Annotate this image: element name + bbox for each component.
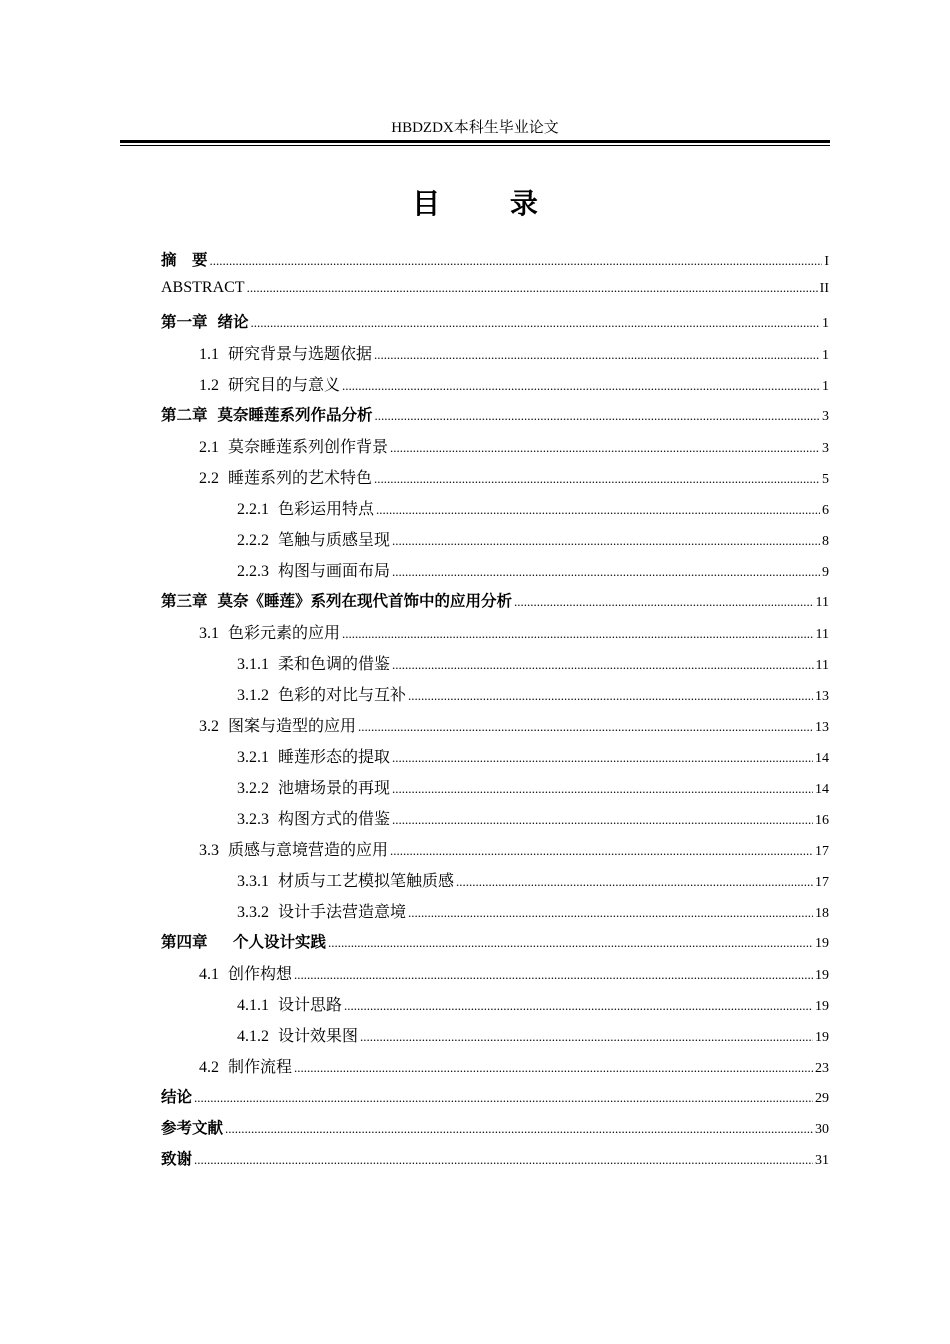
toc-leader-dots	[376, 502, 820, 518]
toc-entry-label: 图案与造型的应用	[228, 716, 357, 735]
toc-entry-page: 19	[815, 968, 829, 983]
toc-entry[interactable]	[161, 403, 829, 434]
toc-leader-dots	[342, 378, 820, 394]
toc-entry-label: 莫奈《睡莲》系列在现代首饰中的应用分析	[217, 592, 513, 610]
page-title: 目 录	[412, 187, 568, 220]
toc-entry[interactable]	[161, 713, 829, 744]
toc-entry-page: II	[819, 281, 829, 296]
toc-entry-label: 笔触与质感呈现	[278, 530, 391, 549]
toc-entry-label: 材质与工艺模拟笔触质感	[278, 871, 455, 890]
toc-entry-number: 3.2.3	[237, 811, 269, 828]
toc-entry-number: 第二章	[161, 406, 208, 424]
toc-leader-dots	[375, 408, 820, 424]
toc-entry-page: 14	[815, 751, 829, 766]
toc-entry[interactable]	[161, 465, 829, 496]
toc-entry-page: 29	[815, 1091, 829, 1106]
toc-entry-number: 2.1	[199, 439, 219, 456]
toc-entry-label: 致谢	[161, 1150, 193, 1168]
toc-entry-page: 23	[815, 1061, 829, 1076]
toc-leader-dots	[514, 594, 813, 610]
toc-leader-dots	[392, 750, 813, 766]
toc-entry-page: 17	[815, 875, 829, 890]
toc-entry-page: 14	[815, 782, 829, 797]
toc-entry-page: 31	[815, 1153, 829, 1168]
toc-entry-number: 2.2.1	[237, 501, 269, 518]
toc-entry[interactable]	[161, 775, 829, 806]
toc-entry-page: 1	[822, 379, 829, 394]
toc-entry[interactable]	[161, 341, 829, 372]
toc-entry-page: 11	[815, 658, 829, 673]
toc-entry-label: 设计效果图	[278, 1026, 359, 1045]
toc-leader-dots	[374, 347, 820, 363]
toc-entry-label: 创作构想	[228, 964, 293, 983]
toc-entry-page: 13	[815, 720, 829, 735]
toc-entry-label: 色彩元素的应用	[228, 623, 341, 642]
toc-entry-page: 11	[815, 595, 829, 610]
toc-entry-label: 睡莲系列的艺术特色	[228, 468, 373, 487]
toc-entry[interactable]	[161, 310, 829, 341]
toc-entry-label: 构图与画面布局	[278, 561, 391, 580]
toc-entry-number: 3.1.1	[237, 656, 269, 673]
toc-entry[interactable]	[161, 961, 829, 992]
toc-entry[interactable]	[161, 279, 829, 310]
header-rule-thin	[120, 145, 830, 146]
toc-entry-label: 摘 要	[161, 251, 208, 269]
toc-leader-dots	[251, 315, 820, 331]
toc-entry-label: 构图方式的借鉴	[278, 809, 391, 828]
toc-entry[interactable]	[161, 1023, 829, 1054]
toc-entry-page: 13	[815, 689, 829, 704]
toc-leader-dots	[344, 998, 813, 1014]
toc-entry-page: 30	[815, 1122, 829, 1137]
toc-leader-dots	[225, 1121, 813, 1137]
toc-entry-number: 3.2	[199, 718, 219, 735]
toc-entry-page: 19	[815, 936, 829, 951]
running-header: HBDZDX本科生毕业论文	[391, 120, 559, 136]
toc-entry-page: 16	[815, 813, 829, 828]
toc-entry-page: 5	[822, 472, 829, 487]
toc-entry[interactable]	[161, 1147, 829, 1178]
toc-leader-dots	[392, 533, 820, 549]
header-rule-thick	[120, 140, 830, 143]
toc-entry[interactable]	[161, 1085, 829, 1116]
toc-entry-page: 1	[822, 316, 829, 331]
toc-entry-page: 9	[822, 565, 829, 580]
toc-entry-label: 莫奈睡莲系列作品分析	[217, 406, 373, 424]
toc-entry-number: 第四章	[161, 933, 208, 951]
toc-entry[interactable]	[161, 248, 829, 279]
toc-entry[interactable]	[161, 496, 829, 527]
toc-entry[interactable]	[161, 558, 829, 589]
toc-entry[interactable]	[161, 806, 829, 837]
toc-entry-number: 2.2	[199, 470, 219, 487]
toc-leader-dots	[392, 781, 813, 797]
toc-entry-number: 3.2.1	[237, 749, 269, 766]
toc-entry[interactable]	[161, 434, 829, 465]
toc-entry-page: 1	[822, 348, 829, 363]
toc-entry[interactable]	[161, 744, 829, 775]
toc-entry-page: 17	[815, 844, 829, 859]
toc-entry-number: 4.1	[199, 966, 219, 983]
toc-entry-page: 3	[822, 409, 829, 424]
toc-entry[interactable]	[161, 899, 829, 930]
toc-leader-dots	[194, 1090, 813, 1106]
toc-leader-dots	[360, 1029, 813, 1045]
toc-leader-dots	[210, 253, 823, 269]
toc-entry-number: 1.2	[199, 377, 219, 394]
toc-entry[interactable]	[161, 589, 829, 620]
toc-entry-page: 18	[815, 906, 829, 921]
toc-entry-number: 3.2.2	[237, 780, 269, 797]
toc-leader-dots	[342, 626, 814, 642]
toc-entry[interactable]	[161, 868, 829, 899]
toc-entry-number: 4.1.1	[237, 997, 269, 1014]
toc-entry-page: 8	[822, 534, 829, 549]
toc-entry[interactable]	[161, 992, 829, 1023]
toc-entry-page: 19	[815, 999, 829, 1014]
toc-entry-label: 色彩运用特点	[278, 499, 375, 518]
toc-entry[interactable]	[161, 837, 829, 868]
toc-entry-page: 19	[815, 1030, 829, 1045]
toc-entry[interactable]	[161, 1054, 829, 1085]
toc-entry-number: 1.1	[199, 346, 219, 363]
toc-entry-label: 柔和色调的借鉴	[278, 654, 391, 673]
toc-entry-number: 第三章	[161, 592, 208, 610]
toc-entry-number: 3.1.2	[237, 687, 269, 704]
toc-leader-dots	[247, 280, 818, 296]
toc-leader-dots	[456, 874, 813, 890]
toc-leader-dots	[390, 843, 813, 859]
toc-entry-label: 研究背景与选题依据	[228, 344, 373, 363]
toc-entry-label: 池塘场景的再现	[278, 778, 391, 797]
toc-entry-number: 3.1	[199, 625, 219, 642]
toc-leader-dots	[392, 812, 813, 828]
toc-leader-dots	[194, 1152, 813, 1168]
toc-leader-dots	[294, 1060, 813, 1076]
toc-leader-dots	[358, 719, 813, 735]
toc-entry-label: 色彩的对比与互补	[278, 685, 407, 704]
toc-entry-number: 3.3	[199, 842, 219, 859]
toc-entry-number: 4.2	[199, 1059, 219, 1076]
toc-entry[interactable]	[161, 1116, 829, 1147]
toc-leader-dots	[408, 905, 813, 921]
toc-entry-label: 设计手法营造意境	[278, 902, 407, 921]
toc-entry-label: 制作流程	[228, 1057, 293, 1076]
toc-leader-dots	[374, 471, 820, 487]
toc-entry-label: 参考文献	[161, 1119, 224, 1137]
toc-entry-page: I	[824, 254, 829, 269]
toc-entry[interactable]	[161, 930, 829, 961]
table-of-contents	[161, 248, 829, 1178]
toc-leader-dots	[408, 688, 813, 704]
toc-entry-label: 研究目的与意义	[228, 375, 341, 394]
toc-entry-label: 绪论	[217, 313, 249, 331]
toc-entry-number: 4.1.2	[237, 1028, 269, 1045]
toc-entry-number: 3.3.1	[237, 873, 269, 890]
toc-entry-label: 睡莲形态的提取	[278, 747, 391, 766]
toc-entry[interactable]	[161, 682, 829, 713]
toc-leader-dots	[294, 967, 813, 983]
toc-leader-dots	[392, 564, 820, 580]
toc-entry-number: 2.2.3	[237, 563, 269, 580]
toc-entry[interactable]	[161, 651, 829, 682]
toc-entry-label: 设计思路	[278, 995, 343, 1014]
toc-leader-dots	[328, 935, 813, 951]
toc-entry[interactable]	[161, 620, 829, 651]
toc-entry-number: 第一章	[161, 313, 208, 331]
toc-entry-page: 6	[822, 503, 829, 518]
toc-entry-label: 质感与意境营造的应用	[228, 840, 389, 859]
toc-leader-dots	[390, 440, 820, 456]
toc-entry-number: 2.2.2	[237, 532, 269, 549]
toc-entry-number: 3.3.2	[237, 904, 269, 921]
toc-entry[interactable]	[161, 372, 829, 403]
toc-entry[interactable]	[161, 527, 829, 558]
toc-entry-page: 11	[815, 627, 829, 642]
toc-entry-label: ABSTRACT	[161, 279, 245, 296]
toc-entry-label: 莫奈睡莲系列创作背景	[228, 437, 389, 456]
toc-entry-label: 个人设计实践	[217, 933, 327, 951]
toc-entry-label: 结论	[161, 1088, 193, 1106]
toc-entry-page: 3	[822, 441, 829, 456]
toc-leader-dots	[392, 657, 814, 673]
